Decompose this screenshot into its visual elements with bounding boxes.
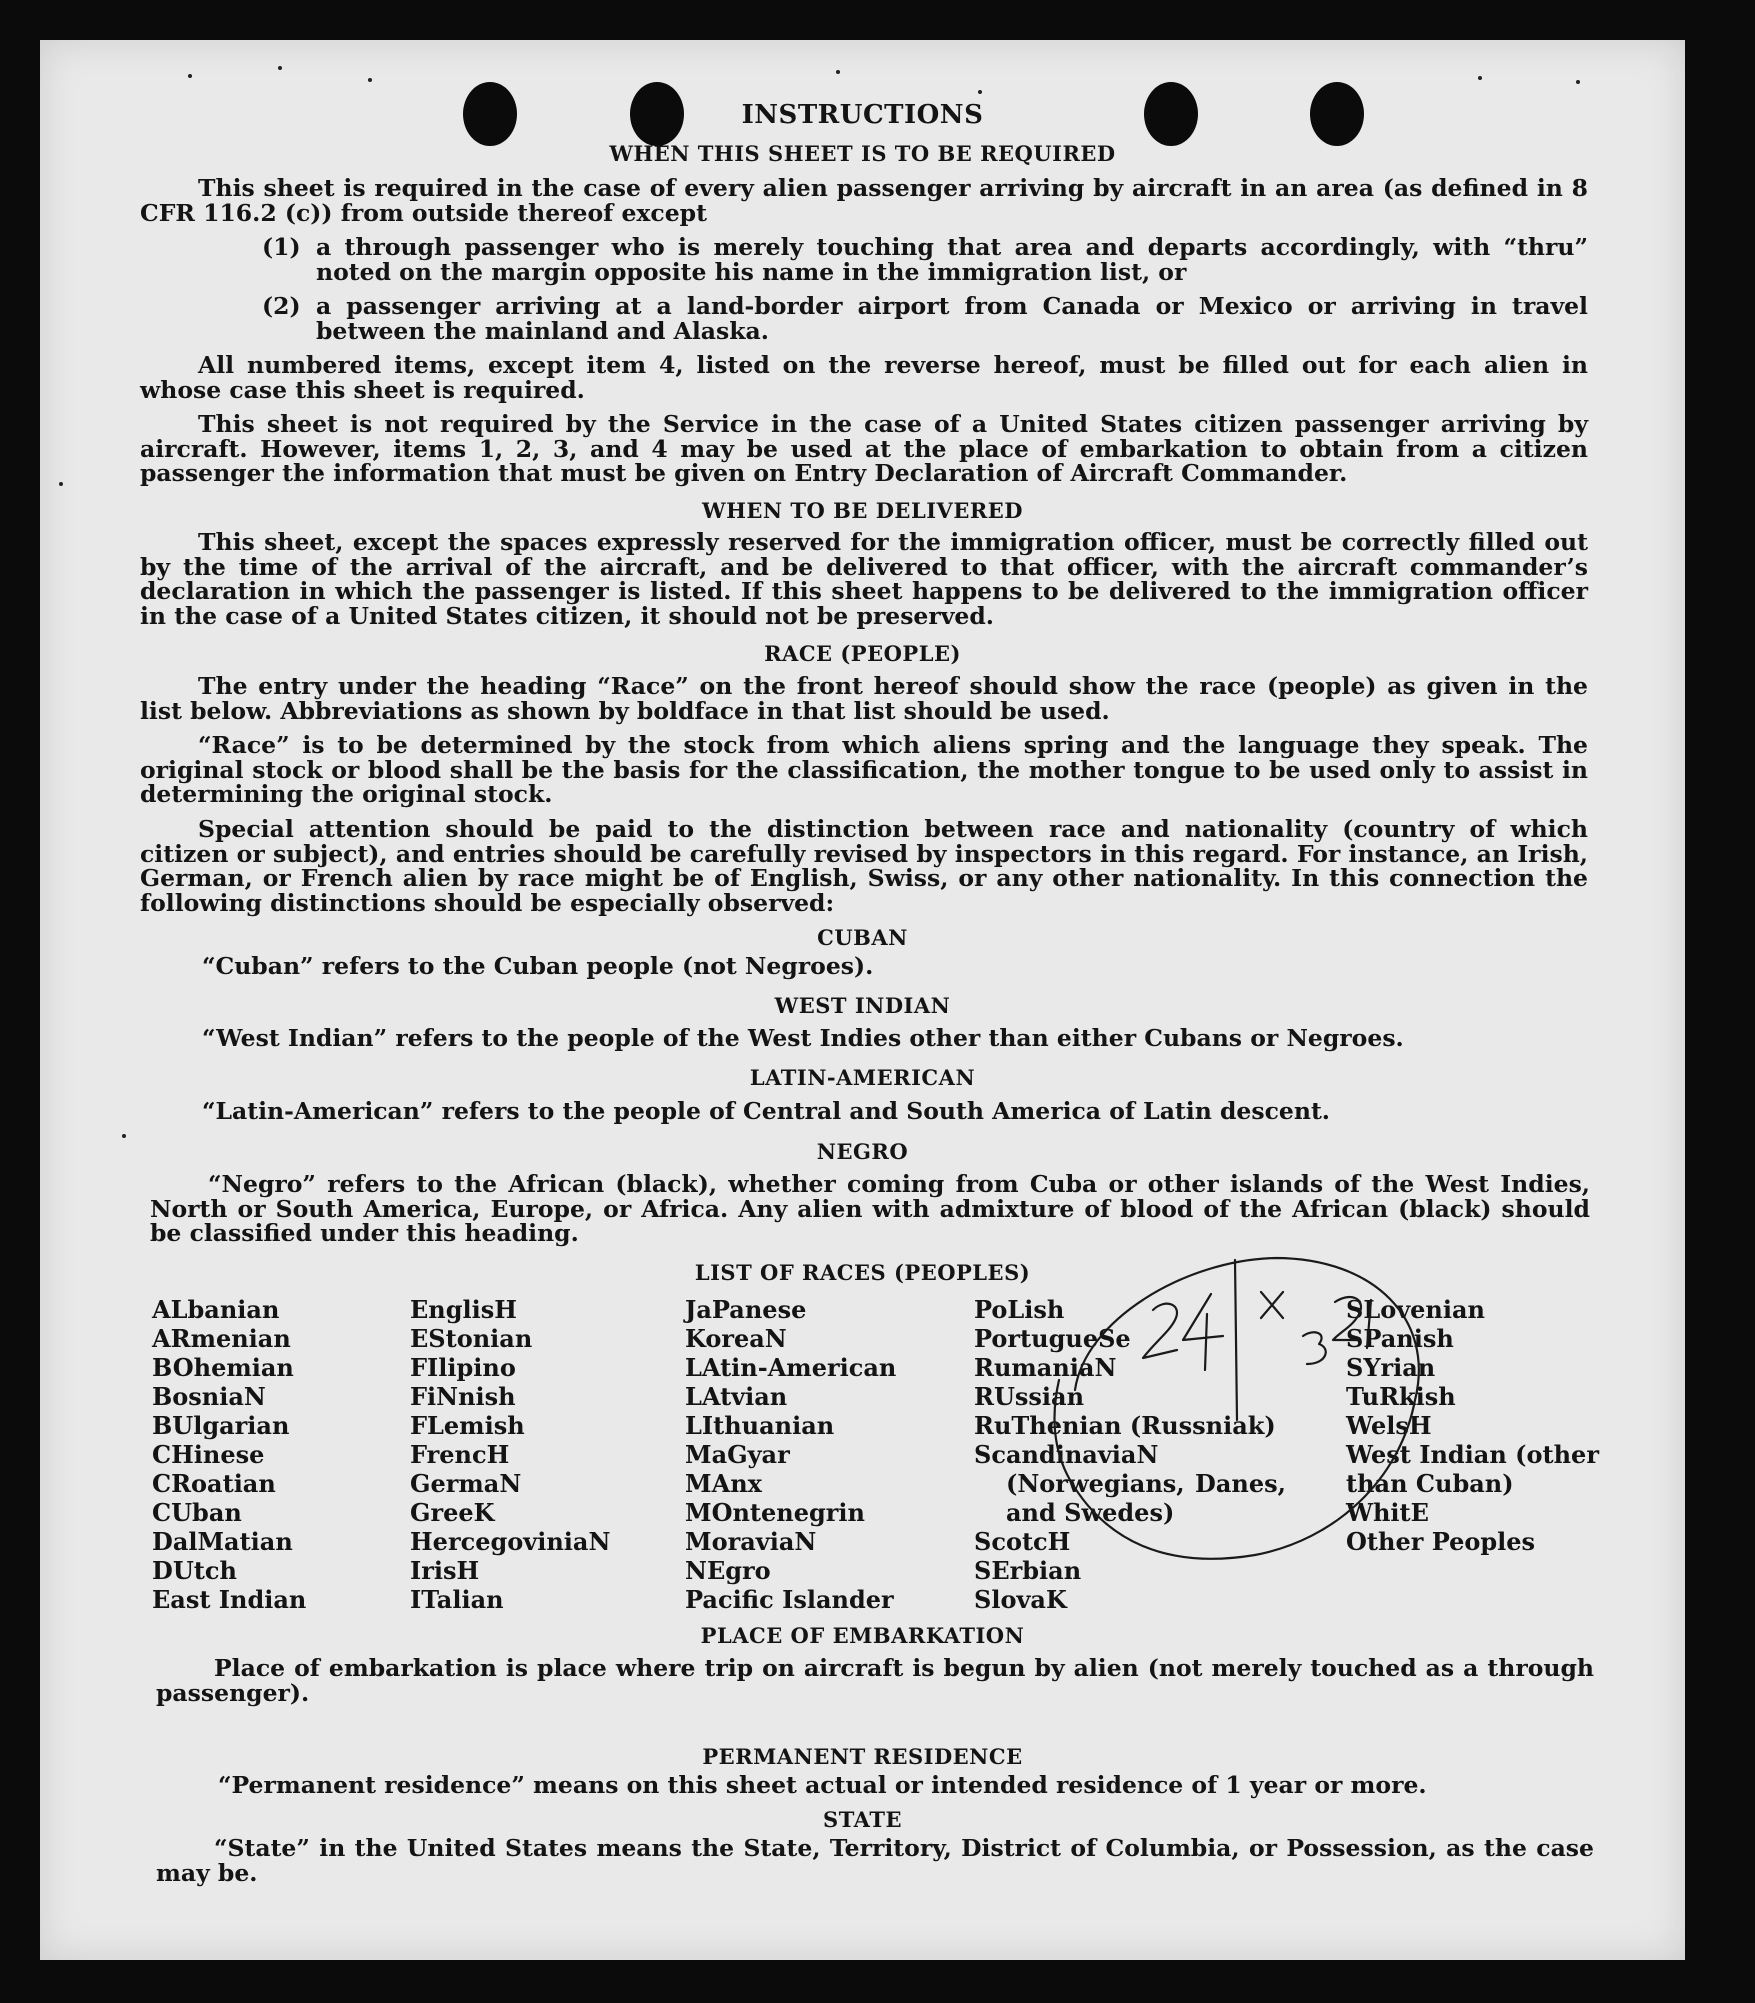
race-item: WelsH: [1346, 1411, 1432, 1440]
race-item: SLovenian: [1346, 1295, 1485, 1324]
race-item: CHinese: [152, 1440, 265, 1469]
race-item: HercegoviniaN: [410, 1527, 611, 1556]
race-item: ITalian: [410, 1585, 504, 1614]
race-item: East Indian: [152, 1585, 307, 1614]
item-number-1: (1): [262, 233, 301, 261]
paragraph-delivered: This sheet, except the spaces expressly reserved for the immigration officer, must be correctly filled out by the time of the arrival of the aircraft, and be delivered to that officer, with the aircraft commander’s declaration in which the passenger is listed. If this sheet happens to be delivered to the immigration officer in the case of a United States citizen, it should not be preserved.: [140, 528, 1588, 630]
heading-latin-american: LATIN-AMERICAN: [749, 1065, 976, 1090]
race-item: RUssian: [974, 1382, 1085, 1411]
heading-list-of-races: LIST OF RACES (PEOPLES): [694, 1260, 1031, 1285]
paragraph-race-entry: The entry under the heading “Race” on the front hereof should show the race (people) as given in the list below. Abbreviations as shown by boldface in that list should be used.: [140, 672, 1588, 725]
race-item: ScandinaviaN (Norwegians, Danes, and Swedes): [974, 1440, 1286, 1527]
item-number-2: (2): [262, 292, 301, 320]
race-item: ALbanian: [152, 1295, 280, 1324]
race-item: West Indian (other than Cuban): [1346, 1440, 1599, 1498]
paragraph-embarkation: Place of embarkation is place where trip on aircraft is begun by alien (not merely touched as a through passenger).: [156, 1654, 1594, 1707]
heading-when-delivered: WHEN TO BE DELIVERED: [701, 498, 1023, 523]
race-item: DUtch: [152, 1556, 237, 1585]
race-item: TuRkish: [1346, 1382, 1456, 1411]
race-item: CUban: [152, 1498, 242, 1527]
races-column-2: [410, 1295, 660, 1614]
race-item: Other Peoples: [1346, 1527, 1536, 1556]
paragraph-west-indian: “West Indian” refers to the people of the West Indies other than either Cubans or Negroes.: [202, 1024, 1404, 1052]
paragraph-latin-american: “Latin-American” refers to the people of Central and South America of Latin descent.: [202, 1097, 1330, 1125]
heading-when-required: WHEN THIS SHEET IS TO BE REQUIRED: [609, 141, 1116, 166]
paragraph-state: “State” in the United States means the State, Territory, District of Columbia, or Possession, as the case may be.: [156, 1834, 1594, 1887]
race-item: LIthuanian: [685, 1411, 835, 1440]
race-item: LAtin-American: [685, 1353, 897, 1382]
race-item: LAtvian: [685, 1382, 788, 1411]
race-item: FiNnish: [410, 1382, 516, 1411]
heading-west-indian: WEST INDIAN: [774, 993, 951, 1018]
race-item: FLemish: [410, 1411, 525, 1440]
paragraph-special-attention: Special attention should be paid to the distinction between race and nationality (country of which citizen or subject), and entries should be carefully revised by inspectors in this regard. For instance, an Irish, German, or French alien by race might be of English, Swiss, or any other nationality. In this connection the following distinctions should be especially observed:: [140, 815, 1588, 917]
race-item: EStonian: [410, 1324, 533, 1353]
race-item: BOhemian: [152, 1353, 294, 1382]
race-item: PortugueSe: [974, 1324, 1131, 1353]
race-item: MOntenegrin: [685, 1498, 865, 1527]
handwritten-annotation: [1015, 1240, 1475, 1610]
paragraph-required-intro: This sheet is required in the case of every alien passenger arriving by aircraft in an area (as defined in 8 CFR 116.2 (c)) from outside thereof except: [140, 174, 1588, 227]
race-item: BUlgarian: [152, 1411, 290, 1440]
race-item: CRoatian: [152, 1469, 276, 1498]
race-item: JaPanese: [685, 1295, 807, 1324]
paragraph-numbered-items: All numbered items, except item 4, listed on the reverse hereof, must be filled out for each alien in whose case this sheet is required.: [140, 351, 1588, 404]
paragraph-item-1: a through passenger who is merely touching that area and departs accordingly, with “thru” noted on the margin opposite his name in the immigration list, or: [316, 233, 1588, 286]
race-item: SYrian: [1346, 1353, 1436, 1382]
race-item: GermaN: [410, 1469, 522, 1498]
race-item: WhitE: [1346, 1498, 1429, 1527]
heading-cuban: CUBAN: [817, 925, 908, 950]
race-item: KoreaN: [685, 1324, 787, 1353]
heading-place-of-embarkation: PLACE OF EMBARKATION: [700, 1623, 1025, 1648]
race-item: RumaniaN: [974, 1353, 1117, 1382]
heading-permanent-residence: PERMANENT RESIDENCE: [702, 1744, 1023, 1769]
race-item: GreeK: [410, 1498, 495, 1527]
paragraph-residence: “Permanent residence” means on this sheet actual or intended residence of 1 year or more.: [218, 1771, 1427, 1799]
race-item: EnglisH: [410, 1295, 517, 1324]
race-item: MAnx: [685, 1469, 762, 1498]
race-item: IrisH: [410, 1556, 480, 1585]
heading-race: RACE (PEOPLE): [764, 641, 961, 666]
race-item: BosniaN: [152, 1382, 266, 1411]
paragraph-negro: “Negro” refers to the African (black), whether coming from Cuba or other islands of the West Indies, North or South America, Europe, or Africa. Any alien with admixture of blood of the African (black) should be classified under this heading.: [150, 1170, 1590, 1247]
race-item: RuThenian (Russniak): [974, 1411, 1276, 1440]
races-column-3: [685, 1295, 965, 1614]
heading-state: STATE: [823, 1807, 902, 1832]
heading-instructions: INSTRUCTIONS: [741, 100, 984, 130]
race-item: SlovaK: [974, 1585, 1067, 1614]
paragraph-item-2: a passenger arriving at a land-border airport from Canada or Mexico or arriving in travel between the mainland and Alaska.: [316, 292, 1588, 345]
document-page: [40, 40, 1685, 1960]
race-item: MaGyar: [685, 1440, 790, 1469]
race-item: ScotcH: [974, 1527, 1071, 1556]
race-item: MoraviaN: [685, 1527, 817, 1556]
races-column-1: [152, 1295, 392, 1614]
race-item: ARmenian: [152, 1324, 291, 1353]
race-item: PoLish: [974, 1295, 1065, 1324]
race-item: FIlipino: [410, 1353, 516, 1382]
race-item: FrencH: [410, 1440, 510, 1469]
race-item: DalMatian: [152, 1527, 293, 1556]
race-item: Pacific Islander: [685, 1585, 894, 1614]
race-item: SPanish: [1346, 1324, 1454, 1353]
paragraph-race-determined: “Race” is to be determined by the stock from which aliens spring and the language they speak. The original stock or blood shall be the basis for the classification, the mother tongue to be used only to assist in determining the original stock.: [140, 731, 1588, 808]
race-item: SErbian: [974, 1556, 1082, 1585]
paragraph-cuban: “Cuban” refers to the Cuban people (not Negroes).: [202, 952, 874, 980]
heading-negro: NEGRO: [816, 1139, 909, 1164]
race-item: NEgro: [685, 1556, 771, 1585]
paragraph-not-required: This sheet is not required by the Service in the case of a United States citizen passenger arriving by aircraft. However, items 1, 2, 3, and 4 may be used at the place of embarkation to obtain from a citizen passenger the information that must be given on Entry Declaration of Aircraft Commander.: [140, 410, 1588, 487]
